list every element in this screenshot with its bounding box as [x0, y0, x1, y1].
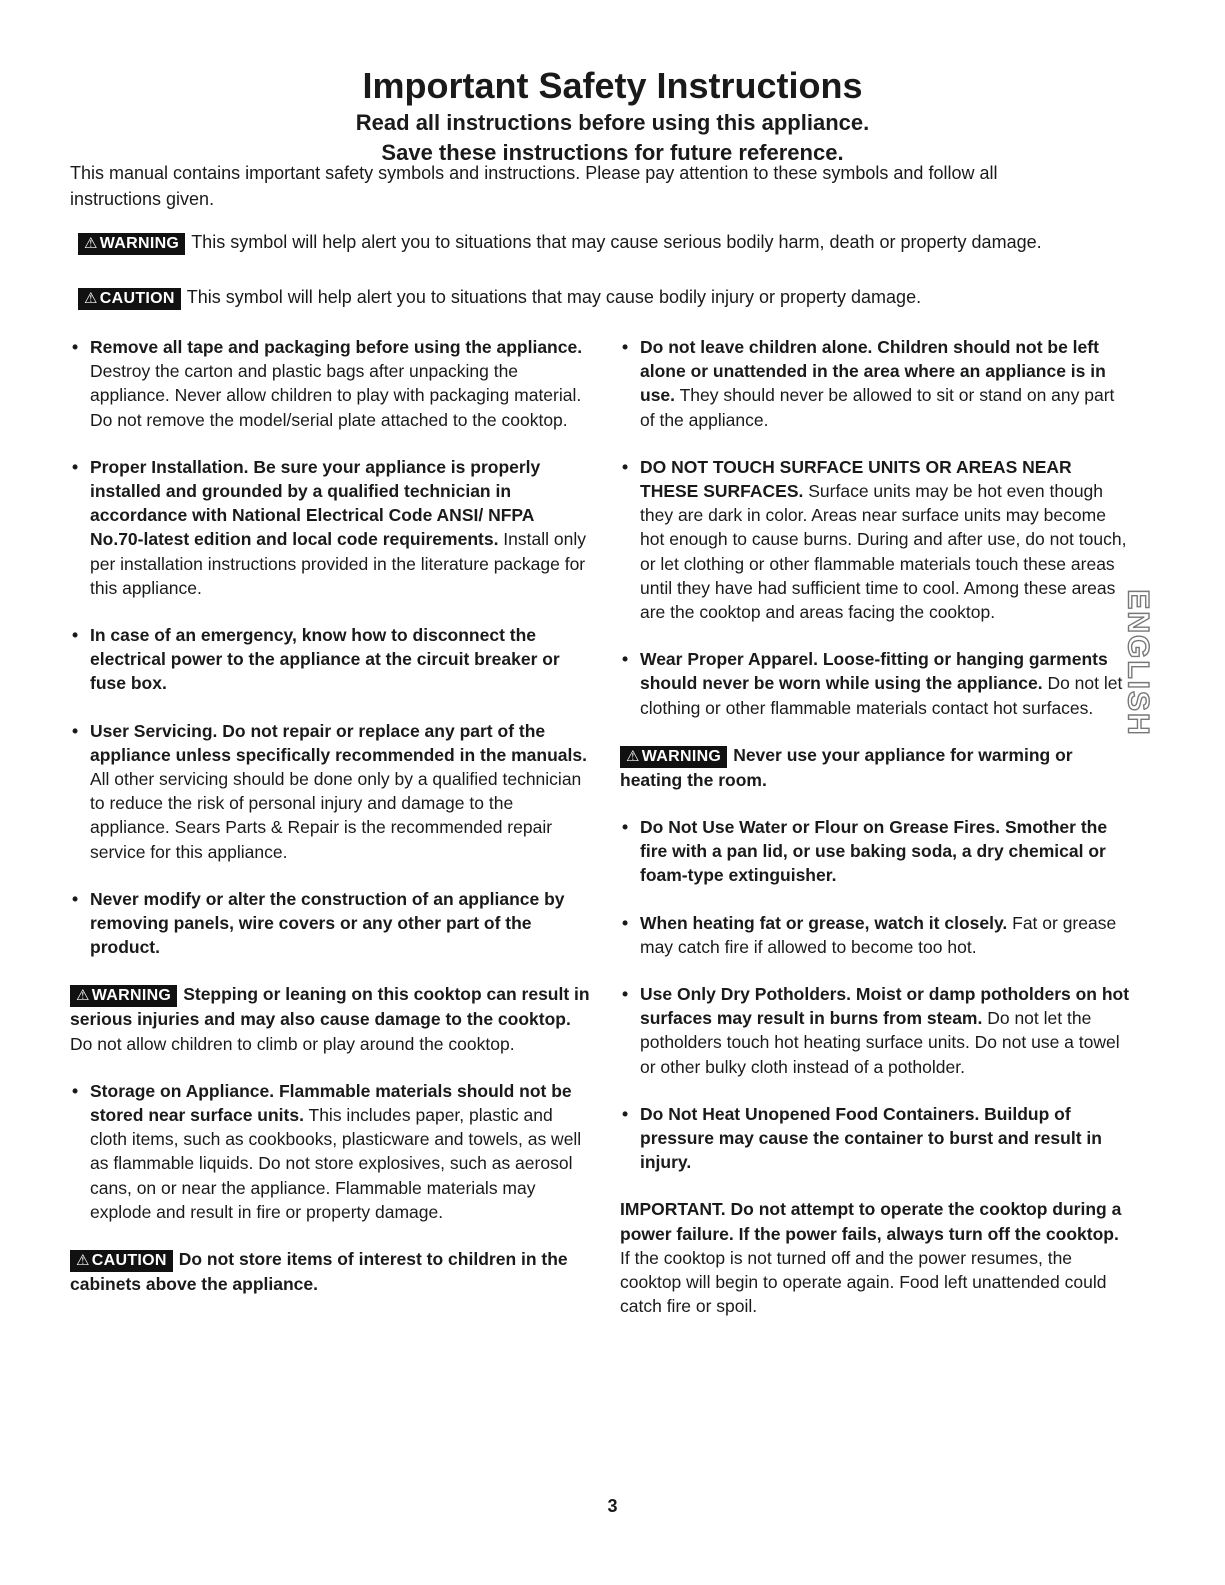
caution-triangle-icon: ⚠ [84, 290, 98, 307]
bullet-icon: • [622, 337, 629, 357]
bullet-icon: • [72, 720, 79, 741]
warning-badge [620, 746, 727, 768]
caution-symbol-legend [78, 284, 921, 310]
bullet-icon: • [72, 337, 79, 357]
instruction-heading: User Servicing. Do not repair or replace any part of the appliance unless specifically recommended in the manuals. [90, 720, 587, 765]
page-title: Important Safety Instructions [362, 65, 863, 106]
instruction-item [620, 1102, 1130, 1175]
caution-badge-label: CAUTION [91, 1252, 167, 1270]
instruction-heading: Do Not Heat Unopened Food Containers. Buildup of pressure may cause the container to burst and result in injury. [640, 1103, 1102, 1173]
instruction-heading: Remove all tape and packaging before using the appliance. [90, 337, 583, 357]
instruction-text: They should never be allowed to sit or stand on any part of the appliance. [640, 385, 1115, 430]
warning-triangle-icon: ⚠ [76, 987, 90, 1005]
instruction-heading: Wear Proper Apparel. Loose-fitting or hanging garments should never be worn while using the appliance. [640, 649, 1108, 694]
warning-heading: Stepping or leaning on this cooktop can result in serious injuries and may also cause damage to the cooktop. [70, 984, 590, 1030]
instruction-heading: When heating fat or grease, watch it closely. [640, 912, 1008, 933]
instruction-heading: In case of an emergency, know how to disconnect the electrical power to the appliance at the circuit breaker or fuse box. [90, 625, 560, 694]
warning-triangle-icon: ⚠ [626, 747, 640, 765]
instruction-heading: Use Only Dry Potholders. Moist or damp potholders on hot surfaces may result in burns from steam. [640, 984, 1130, 1029]
bullet-icon: • [622, 649, 629, 670]
instruction-item [70, 455, 592, 600]
instruction-item [620, 911, 1130, 959]
instruction-text: All other servicing should be done only by a qualified technician to reduce the risk of personal injury and damage to the appliance. Sears Parts & Repair is the recommended repair service for this appliance. [90, 769, 582, 862]
warning-badge-label: WARNING [99, 235, 180, 252]
caution-badge [78, 288, 181, 310]
language-label: ENGLISH [1122, 589, 1156, 737]
warning-symbol-legend [78, 229, 1042, 255]
important-text: If the cooktop is not turned off and the power resumes, the cooktop will begin to operate again. Food left unattended could catch fire or spoil. [620, 1247, 1107, 1317]
bullet-icon: • [622, 456, 629, 477]
important-block [620, 1197, 1130, 1318]
instruction-text: Surface units may be hot even though they are dark in color. Areas near surface units may become hot enough to cause burns. During and after use, do not touch, or let clothing or other flammable materials touch these areas until they have had sufficient time to cool. Among these areas are the cooktop and areas facing the cooktop. [640, 481, 1127, 623]
instruction-item [620, 982, 1130, 1079]
warning-block [70, 982, 592, 1055]
instruction-heading: Storage on Appliance. Flammable materials should not be stored near surface units. [90, 1080, 572, 1126]
instruction-item [620, 335, 1130, 432]
important-heading: IMPORTANT. Do not attempt to operate the cooktop during a power failure. If the power fails, always turn off the cooktop. [620, 1199, 1122, 1244]
instruction-item [620, 647, 1130, 720]
instruction-item [620, 455, 1130, 624]
instruction-item [70, 1079, 592, 1224]
warning-text: Do not allow children to climb or play around the cooktop. [70, 1033, 515, 1054]
subtitle-read: Read all instructions before using this appliance. [355, 110, 870, 135]
warning-badge-label: WARNING [641, 747, 722, 765]
right-column [620, 335, 1130, 1342]
caution-triangle-icon: ⚠ [76, 1252, 90, 1270]
bullet-icon: • [72, 625, 79, 646]
warning-heading: Never use your appliance for warming or heating the room. [620, 744, 1073, 790]
subtitle-save: Save these instructions for future reference. [381, 140, 844, 165]
instruction-heading: Proper Installation. Be sure your appliance is properly installed and grounded by a qualified technician in accordance with National Electrical Code ANSI/ NFPA No.70-latest edition and local code requirements. [90, 456, 541, 550]
instruction-item [70, 719, 592, 864]
instruction-text: This includes paper, plastic and cloth items, such as cookbooks, plasticware and towels, as well as flammable liquids. Do not store explosives, such as aerosol cans, on or near the appliance. Flammable materials may explode and result in fire or property damage. [90, 1105, 582, 1222]
language-side-tab [1116, 588, 1160, 738]
caution-heading: Do not store items of interest to children in the cabinets above the appliance. [70, 1249, 568, 1295]
instruction-heading: Never modify or alter the construction of an appliance by removing panels, wire covers or any other part of the product. [90, 888, 565, 958]
instruction-item [70, 887, 592, 960]
instruction-item [70, 335, 592, 432]
instruction-heading: Do not leave children alone. Children should not be left alone or unattended in the area where an appliance is in use. [640, 337, 1106, 406]
left-column [70, 335, 592, 1319]
instruction-text: Destroy the carton and plastic bags after unpacking the appliance. Never allow children to play with packaging material. Do not remove the model/serial plate attached to the cooktop. [90, 361, 582, 430]
caution-block [70, 1247, 592, 1296]
caution-badge-label: CAUTION [99, 290, 175, 307]
instruction-heading: DO NOT TOUCH SURFACE UNITS OR AREAS NEAR THESE SURFACES. [640, 456, 1072, 502]
instruction-text: Install only per installation instructions provided in the literature package for this appliance. [90, 529, 586, 598]
instruction-text: Fat or grease may catch fire if allowed to become too hot. [640, 912, 1117, 957]
instruction-item [70, 623, 592, 696]
bullet-icon: • [622, 912, 629, 933]
warning-block [620, 743, 1130, 792]
bullet-icon: • [72, 456, 79, 477]
instruction-text: Do not let clothing or other flammable materials contact hot surfaces. [640, 673, 1123, 718]
instruction-item [620, 815, 1130, 888]
bullet-icon: • [622, 984, 629, 1005]
warning-badge-label: WARNING [91, 987, 172, 1005]
warning-badge [78, 233, 185, 255]
intro-paragraph: This manual contains important safety symbols and instructions. Please pay attention to these symbols and follow all instructions given. [70, 163, 998, 209]
instruction-heading: Do Not Use Water or Flour on Grease Fires. Smother the fire with a pan lid, or use baking soda, a dry chemical or foam-type extinguisher. [640, 817, 1108, 886]
warning-triangle-icon: ⚠ [84, 235, 98, 252]
warning-badge [70, 985, 177, 1007]
bullet-icon: • [622, 1103, 629, 1124]
instruction-text: Do not let the potholders touch hot heating surface units. Do not use a towel or other bulky cloth instead of a potholder. [640, 1008, 1120, 1077]
warning-legend-text: This symbol will help alert you to situations that may cause serious bodily harm, death or property damage. [191, 232, 1042, 252]
bullet-icon: • [72, 1080, 79, 1101]
page-header [70, 64, 1155, 168]
bullet-icon: • [72, 888, 79, 909]
page-number: 3 [607, 1496, 618, 1516]
caution-badge [70, 1250, 173, 1272]
caution-legend-text: This symbol will help alert you to situations that may cause bodily injury or property damage. [186, 287, 922, 307]
bullet-icon: • [622, 817, 629, 838]
